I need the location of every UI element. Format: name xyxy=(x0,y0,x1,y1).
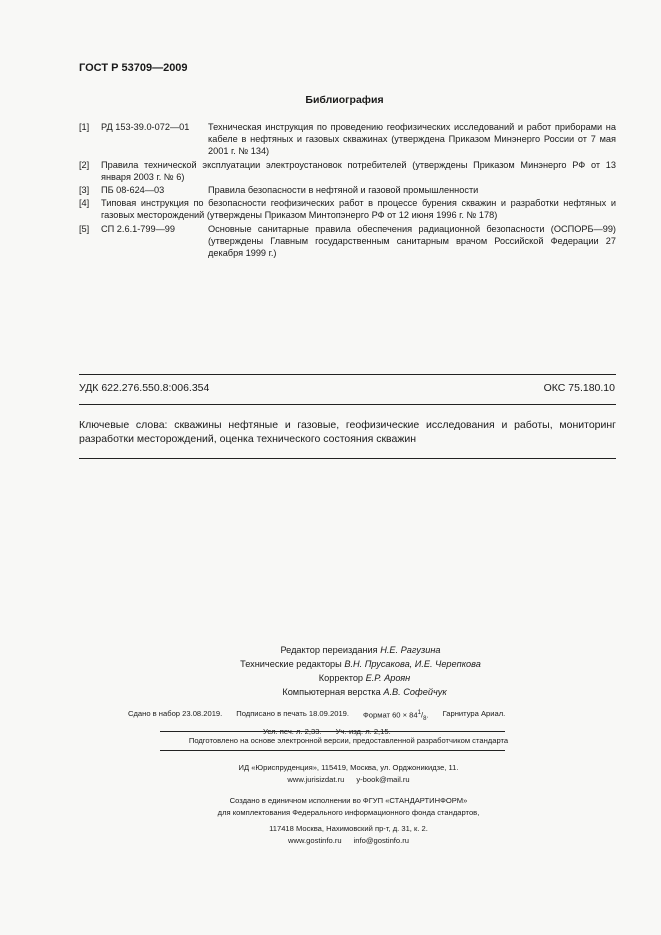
keywords: Ключевые слова: скважины нефтяные и газовые, геофизические исследования и работы, мониторинг разработки месторождений, оценка технического состояния скважин xyxy=(79,419,616,445)
keywords-divider xyxy=(79,458,616,459)
bibliography-entry xyxy=(79,121,616,158)
entry-text: Типовая инструкция по безопасности геофизических работ в процессе бурения скважин и разработки нефтяных и газовых месторождений (утверждены Приказом Минтопэнерго РФ от 12 июня 1996 г. № 178) xyxy=(101,198,616,221)
udk-code: УДК 622.276.550.8:006.354 xyxy=(79,382,210,394)
bibliography-entry xyxy=(79,184,616,196)
credit-role: Корректор xyxy=(318,673,364,683)
entry-number: [3] xyxy=(79,185,90,196)
entry-code: ПБ 08-624—03 xyxy=(101,185,165,196)
bibliography-list xyxy=(79,121,616,260)
font-info: Гарнитура Ариал. xyxy=(442,709,506,718)
publisher-links xyxy=(36,774,661,786)
classification-divider xyxy=(79,404,616,405)
publisher-email-link[interactable]: y-book@mail.ru xyxy=(356,774,410,784)
printer-email-link[interactable]: info@gostinfo.ru xyxy=(353,835,410,845)
signed-date: Подписано в печать 18.09.2019. xyxy=(236,709,349,718)
bibliography-entry xyxy=(79,197,616,221)
top-divider xyxy=(79,374,616,375)
printer-address: 117418 Москва, Нахимовский пр-т, д. 31, к. 2. xyxy=(269,824,428,833)
format-denominator: 8 xyxy=(423,716,427,723)
credit-name: Н.Е. Рагузина xyxy=(380,645,441,655)
entry-text: Правила безопасности в нефтяной и газовой промышленности xyxy=(208,185,479,196)
printer-line2: для комплектования Федерального информационного фонда стандартов, xyxy=(217,807,480,817)
credit-layout xyxy=(0,685,661,699)
credit-role: Компьютерная верстка xyxy=(282,687,381,697)
credit-corrector xyxy=(0,671,661,685)
print-info-row xyxy=(128,708,598,726)
credit-tech-editors xyxy=(0,657,661,671)
edition-sheets: Уч.-изд. л. 2,15. xyxy=(335,726,391,736)
credit-name: В.Н. Прусакова, И.Е. Черепкова xyxy=(344,659,481,669)
credit-name: Е.Р. Ароян xyxy=(365,673,411,683)
entry-text: Правила технической эксплуатации электроустановок потребителей (утверждены Приказом Минэнерго РФ от 13 января 2003 г. № 6) xyxy=(101,159,616,182)
credit-editor xyxy=(0,643,661,657)
oks-code: ОКС 75.180.10 xyxy=(543,382,615,394)
typeset-date: Сдано в набор 23.08.2019. xyxy=(128,709,223,718)
entry-code: СП 2.6.1-799—99 xyxy=(101,223,176,234)
printer-line1: Создано в единичном исполнении во ФГУП «СТАНДАРТИНФОРМ» xyxy=(229,796,468,805)
credits-block xyxy=(0,643,661,699)
entry-number: [4] xyxy=(79,198,90,209)
format-numerator: 1 xyxy=(417,710,421,716)
bibliography-title xyxy=(0,94,661,106)
format-prefix: Формат 60 × 84 xyxy=(363,710,418,720)
credit-role: Редактор переиздания xyxy=(280,645,378,655)
prepared-divider xyxy=(160,750,505,751)
credit-name: А.В. Софейчук xyxy=(383,687,447,697)
bibliography-entry xyxy=(79,159,616,183)
entry-number: [1] xyxy=(79,122,90,132)
format: Формат $60 \times 84^1/_8$. xyxy=(363,710,429,723)
entry-text: Техническая инструкция по проведению геофизических исследований и работ приборами на кабеле в нефтяных и газовых скважинах (утверждена Приказом Минэнерго России от 7 мая 2001 г. № 134) xyxy=(208,122,616,157)
print-info-divider xyxy=(160,731,505,732)
entry-number: [2] xyxy=(79,159,90,170)
print-info xyxy=(128,708,598,737)
entry-text: Основные санитарные правила обеспечения радиационной безопасности (ОСПОРБ—99) (утверждены Главным государственным санитарным врачом Российской Федерации 27 декабря 1999 г.) xyxy=(208,223,616,259)
credit-role: Технические редакторы xyxy=(240,659,342,669)
printer-site-link[interactable]: www.gostinfo.ru xyxy=(287,835,342,845)
bibliography-title-text: Библиография xyxy=(305,94,384,106)
printer-block xyxy=(0,795,661,846)
publisher-site-link[interactable]: www.jurisizdat.ru xyxy=(287,774,345,784)
bibliography-entry xyxy=(79,223,616,260)
print-sheets: Усл. печ. л. 2,33. xyxy=(263,726,322,736)
entry-number: [5] xyxy=(79,223,90,234)
document-code: ГОСТ Р 53709—2009 xyxy=(79,62,188,74)
prepared-note: Подготовлено на основе электронной версии, предоставленной разработчиком стандарта xyxy=(188,736,509,745)
publisher-line: ИД «Юриспруденция», 115419, Москва, ул. Орджоникидзе, 11. xyxy=(238,763,459,772)
printer-links xyxy=(36,835,661,847)
entry-code: РД 153-39.0-072—01 xyxy=(101,122,190,132)
publisher-block xyxy=(0,762,661,785)
